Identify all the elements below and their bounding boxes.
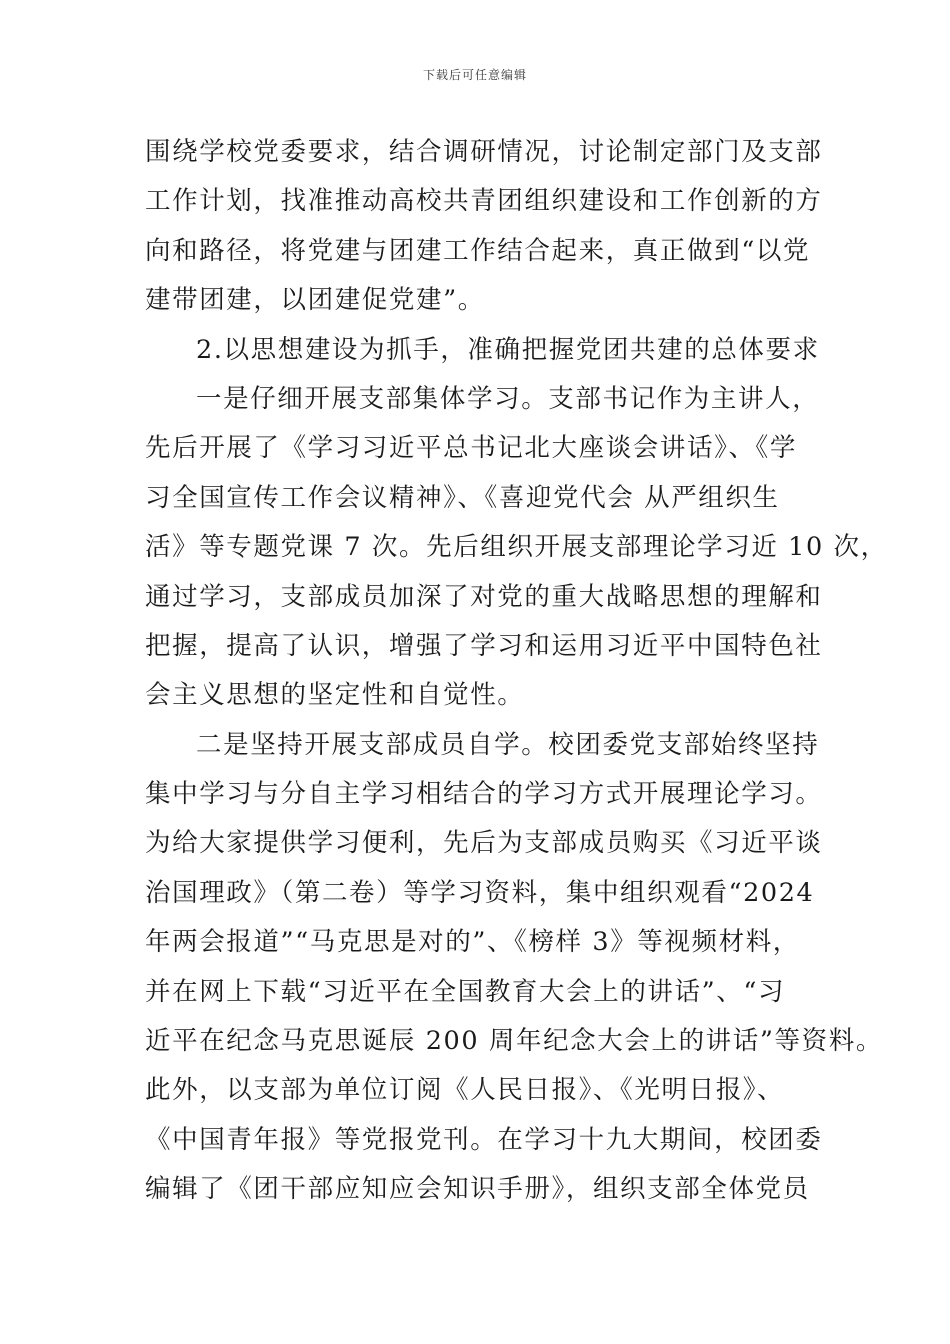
text-line: 先后开展了《学习习近平总书记北大座谈会讲话》、《学 [145,433,798,464]
text-line: 建带团建，以团建促党建”。 [145,285,485,316]
text-line: 围绕学校党委要求，结合调研情况，讨论制定部门及支部 [145,137,823,167]
text-line: 编辑了《团干部应知应会知识手册》，组织支部全体党员 [145,1174,810,1205]
text-line: 为给大家提供学习便利，先后为支部成员购买《习近平谈 [145,828,823,859]
paragraph-start-line: 二是坚持开展支部成员自学。校团委党支部始终坚持 [196,729,820,760]
text-line: 向和路径，将党建与团建工作结合起来，真正做到“以党 [145,235,811,266]
text-line: 治国理政》（第二卷）等学习资料，集中组织观看“2024 [145,877,815,908]
text-line: 并在网上下载“习近平在全国教育大会上的讲话”、“习 [145,976,786,1007]
document-body [145,128,888,1215]
section-heading: 2.以思想建设为抓手，准确把握党团共建的总体要求 [196,334,820,365]
text-line: 此外，以支部为单位订阅《人民日报》、《光明日报》、 [145,1075,785,1106]
paragraph-start-line: 一是仔细开展支部集体学习。支部书记作为主讲人， [196,383,820,414]
text-line: 集中学习与分自主学习相结合的学习方式开展理论学习。 [145,779,823,810]
text-line: 年两会报道”“马克思是对的”、《榜样 3》等视频材料， [145,927,800,958]
text-line: 通过学习，支部成员加深了对党的重大战略思想的理解和 [145,581,823,612]
text-line: 活》等专题党课 7 次。先后组织开展支部理论学习近 10 次， [145,532,888,563]
text-line: 近平在纪念马克思诞辰 200 周年纪念大会上的讲话”等资料。 [145,1026,883,1057]
text-line: 把握，提高了认识，增强了学习和运用习近平中国特色社 [145,630,823,661]
text-line: 工作计划，找准推动高校共青团组织建设和工作创新的方 [145,186,823,217]
text-line: 会主义思想的坚定性和自觉性。 [145,680,525,711]
text-line: 《中国青年报》等党报党刊。在学习十九大期间，校团委 [145,1124,823,1155]
text-line: 习全国宣传工作会议精神》、《喜迎党代会 从严组织生 [145,482,780,513]
page-header: 下载后可任意编辑 [422,68,527,82]
